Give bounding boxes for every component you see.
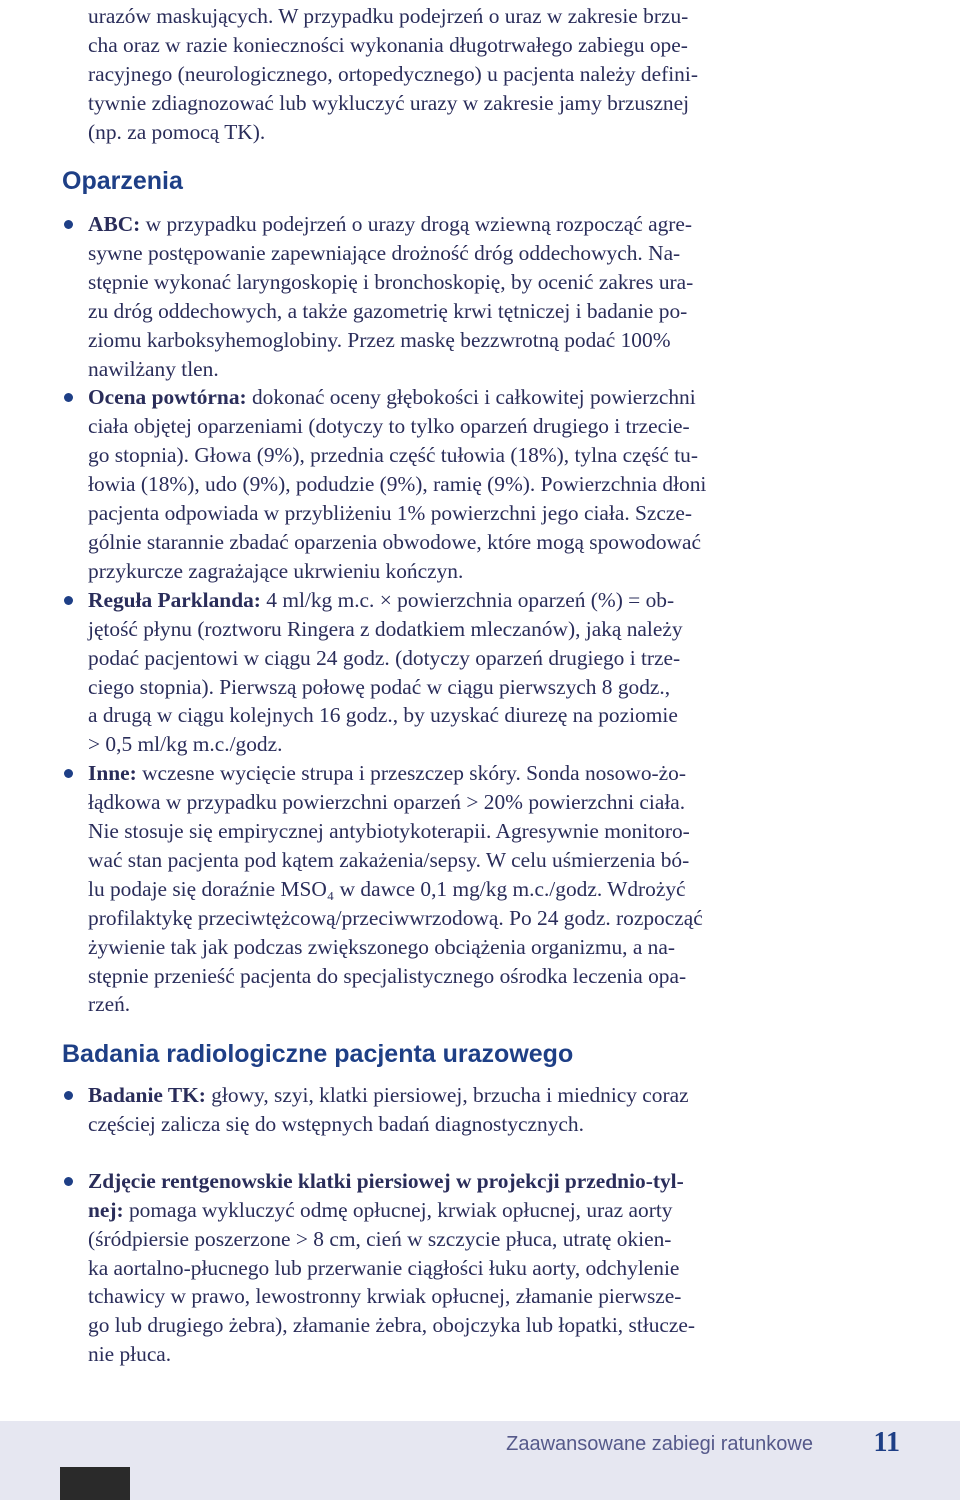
item-line: łowia (18%), udo (9%), podudzie (9%), ramię (9%). Powierzchnia dłoni	[88, 472, 707, 497]
item-line: ziomu karboksyhemoglobiny. Przez maskę bezzwrotną podać 100%	[88, 327, 671, 352]
item-line: zu dróg oddechowych, a także gazometrię krwi tętniczej i badanie po-	[88, 298, 688, 323]
item-line: sywne postępowanie zapewniające drożność dróg oddechowych. Na-	[88, 240, 681, 265]
item-line: ciała objętej oparzeniami (dotyczy to tylko oparzeń drugiego i trzecie-	[88, 414, 690, 439]
burns-list	[88, 210, 900, 1019]
item-lead: Badanie TK:	[88, 1083, 206, 1107]
bullet-icon	[64, 393, 73, 402]
bullet-icon	[64, 1177, 73, 1186]
item-line: lu podaje się doraźnie MSO₄ w dawce 0,1 mg/kg m.c./godz. Wdrożyć	[88, 876, 686, 901]
radiology-list	[88, 1081, 900, 1369]
item-line: a drugą w ciągu kolejnych 16 godz., by uzyskać diurezę na poziomie	[88, 703, 678, 728]
intro-line: racyjnego (neurologicznego, ortopedycznego) u pacjenta należy defini-	[88, 61, 698, 86]
item-line: wczesne wycięcie strupa i przeszczep skóry. Sonda nosowo-żo-	[136, 761, 686, 786]
intro-line: tywnie zdiagnozować lub wykluczyć urazy w zakresie jamy brzusznej	[88, 90, 690, 115]
item-lead: Ocena powtórna:	[88, 385, 247, 410]
bullet-icon	[64, 769, 73, 778]
item-line: dokonać oceny głębokości i całkowitej powierzchni	[246, 385, 696, 410]
intro-line: urazów maskujących. W przypadku podejrzeń o uraz w zakresie brzu-	[88, 4, 689, 28]
item-line: stępnie przenieść pacjenta do specjalistycznego ośrodka leczenia opa-	[88, 963, 687, 988]
footer-title: Zaawansowane zabiegi ratunkowe	[506, 1433, 813, 1455]
item-line: jętość płynu (roztworu Ringera z dodatkiem mleczanów), jaką należy	[88, 616, 683, 641]
intro-line: (np. za pomocą TK).	[88, 119, 266, 144]
list-item	[88, 1167, 900, 1369]
item-line: przykurcze zagrażające ukrwieniu kończyn.	[88, 558, 464, 583]
page-number: 11	[873, 1427, 900, 1458]
item-line: stępnie wykonać laryngoskopię i bronchoskopię, by ocenić zakres ura-	[88, 269, 694, 294]
item-line: Nie stosuje się empirycznej antybiotykoterapii. Agresywnie monitoro-	[88, 819, 690, 844]
item-line: profilaktykę przeciwtężcową/przeciwwrzodową. Po 24 godz. rozpocząć	[88, 905, 703, 930]
item-line: głowy, szyi, klatki piersiowej, brzucha i miednicy coraz	[205, 1083, 689, 1107]
item-line: go stopnia). Głowa (9%), przednia część tułowia (18%), tylna część tu-	[88, 443, 698, 468]
item-line: go lub drugiego żebra), złamanie żebra, obojczyka lub łopatki, stłucze-	[88, 1313, 696, 1338]
list-item	[88, 1081, 900, 1139]
item-line: ka aortalno-płucnego lub przerwanie ciągłości łuku aorty, odchylenie	[88, 1255, 680, 1280]
section-heading-radiologia: Badania radiologiczne pacjenta urazowego	[62, 1040, 574, 1068]
item-line: rzeń.	[88, 992, 131, 1017]
item-lead: ABC:	[88, 212, 141, 236]
footer-band	[0, 1421, 960, 1500]
bullet-icon	[64, 220, 73, 229]
item-line: nawilżany tlen.	[88, 356, 219, 381]
bullet-icon	[64, 596, 73, 605]
item-line: podać pacjentowi w ciągu 24 godz. (dotyczy oparzeń drugiego i trze-	[88, 645, 681, 670]
list-item	[88, 383, 900, 585]
item-lead: nej:	[88, 1197, 124, 1222]
item-line: pacjenta odpowiada w przybliżeniu 1% powierzchni jego ciała. Szcze-	[88, 501, 693, 526]
item-line: łądkowa w przypadku powierzchni oparzeń > 20% powierzchni ciała.	[88, 790, 686, 815]
item-line: (śródpiersie poszerzone > 8 cm, cień w szczycie płuca, utratę okien-	[88, 1226, 672, 1251]
item-line: wać stan pacjenta pod kątem zakażenia/sepsy. W celu uśmierzenia bó-	[88, 847, 690, 872]
item-line: > 0,5 ml/kg m.c./godz.	[88, 732, 283, 757]
item-line: częściej zalicza się do wstępnych badań diagnostycznych.	[88, 1111, 584, 1136]
item-line: żywienie tak jak podczas zwiększonego obciążenia organizmu, a na-	[88, 934, 675, 959]
bullet-icon	[64, 1091, 73, 1100]
item-line: 4 ml/kg m.c. × powierzchnia oparzeń (%) = ob-	[260, 587, 675, 612]
item-line: gólnie starannie zbadać oparzenia obwodowe, które mogą spowodować	[88, 529, 701, 554]
item-line: tchawicy w prawo, lewostronny krwiak opłucnej, złamanie pierwsze-	[88, 1284, 682, 1309]
intro-line: cha oraz w razie konieczności wykonania długotrwałego zabiegu ope-	[88, 32, 688, 57]
item-lead: Inne:	[88, 761, 137, 786]
thumb-index-block	[60, 1467, 130, 1500]
list-item	[88, 759, 900, 1019]
item-lead: Reguła Parklanda:	[88, 587, 261, 612]
item-lead-part: Zdjęcie rentgenowskie klatki piersiowej w projekcji przednio-tyl-	[88, 1168, 684, 1193]
list-item	[88, 586, 900, 759]
item-line: ciego stopnia). Pierwszą połowę podać w ciągu pierwszych 8 godz.,	[88, 674, 671, 699]
list-item	[88, 210, 900, 383]
item-line: pomaga wykluczyć odmę opłucnej, krwiak opłucnej, uraz aorty	[123, 1197, 673, 1222]
item-line: w przypadku podejrzeń o urazy drogą wziewną rozpocząć agre-	[140, 212, 693, 236]
section-heading-oparzenia: Oparzenia	[62, 167, 183, 195]
item-line: nie płuca.	[88, 1342, 172, 1367]
intro-paragraph	[88, 2, 900, 147]
